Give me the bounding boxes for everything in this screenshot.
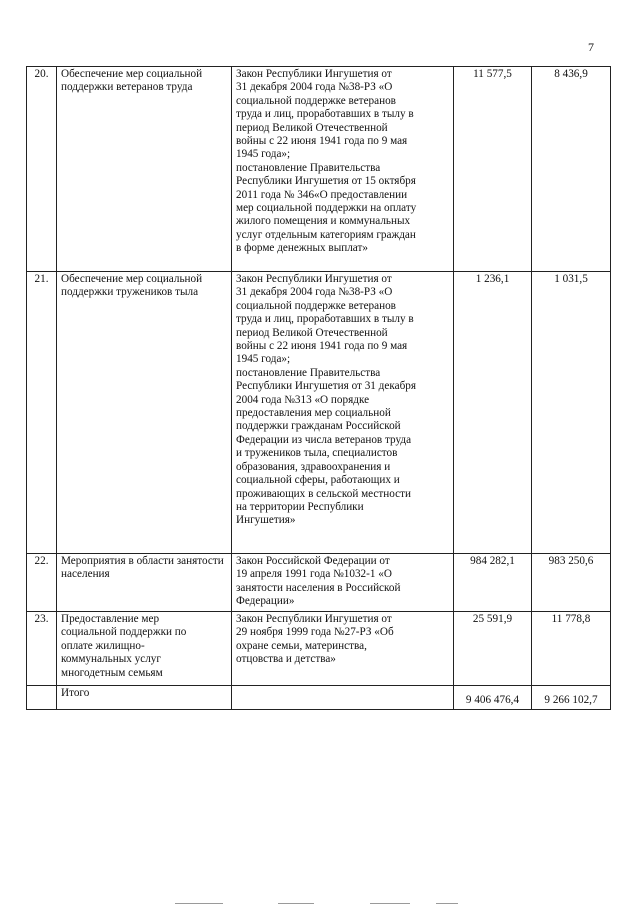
scan-artifact	[175, 903, 223, 904]
legal-basis-line: 31 декабря 2004 года №38-РЗ «О	[236, 81, 393, 94]
legal-basis-line: предоставления мер социальной	[236, 407, 391, 420]
row-number: 23.	[27, 612, 57, 686]
row-number-empty	[27, 686, 57, 710]
legal-basis-line: поддержки гражданам Российской	[236, 420, 401, 433]
total-label: Итого	[57, 686, 232, 710]
amount-column-1: 1 236,1	[454, 272, 532, 554]
legal-basis-empty	[232, 686, 454, 710]
legal-basis-line: 1945 года»;	[236, 353, 291, 366]
amount-column-1: 11 577,5	[454, 67, 532, 272]
scan-artifact	[436, 903, 458, 904]
legal-basis-line: занятости населения в Российской	[236, 581, 401, 594]
legal-basis-line: войны с 22 июня 1941 года по 9 мая	[236, 340, 408, 353]
legal-basis-line: жилого помещения и коммунальных	[236, 215, 411, 228]
legal-basis-line: постановление Правительства	[236, 161, 381, 174]
legal-basis-line: социальной сферы, работающих и	[236, 474, 400, 487]
description-line: коммунальных услуг	[61, 653, 161, 666]
legal-basis-line: Республики Ингушетия от 15 октября	[236, 175, 416, 188]
legal-basis-line: услуг отдельным категориям граждан	[236, 228, 416, 241]
table-row	[27, 554, 611, 612]
legal-basis	[232, 612, 454, 686]
row-number: 21.	[27, 272, 57, 554]
budget-table	[26, 66, 611, 710]
amount-column-1: 25 591,9	[454, 612, 532, 686]
legal-basis-line: социальной поддержке ветеранов	[236, 94, 396, 107]
legal-basis-line: постановление Правительства	[236, 366, 381, 379]
legal-basis-line: Закон Республики Ингушетия от	[236, 273, 392, 285]
legal-basis-line: 31 декабря 2004 года №38-РЗ «О	[236, 286, 393, 299]
legal-basis-line: Закон Российской Федерации от	[236, 555, 390, 567]
legal-basis-line: Ингушетия»	[236, 514, 296, 527]
legal-basis-line: и тружеников тыла, специалистов	[236, 447, 398, 460]
scan-artifact	[370, 903, 410, 904]
scan-artifact	[278, 903, 314, 904]
amount-column-2: 8 436,9	[532, 67, 611, 272]
page-number: 7	[588, 40, 594, 54]
legal-basis-line: в форме денежных выплат»	[236, 242, 368, 255]
description-line: социальной поддержки по	[61, 626, 187, 639]
measure-description: Обеспечение мер социальной поддержки тружеников тыла	[57, 272, 232, 554]
legal-basis-line: Закон Республики Ингушетия от	[236, 613, 392, 625]
row-number: 20.	[27, 67, 57, 272]
legal-basis	[232, 67, 454, 272]
legal-basis-line: 1945 года»;	[236, 148, 291, 161]
measure-description: Обеспечение мер социальной поддержки ветеранов труда	[57, 67, 232, 272]
legal-basis-line: Республики Ингушетия от 31 декабря	[236, 380, 417, 393]
legal-basis-line: войны с 22 июня 1941 года по 9 мая	[236, 135, 408, 148]
amount-column-2: 1 031,5	[532, 272, 611, 554]
legal-basis-line: 2004 года №313 «О порядке	[236, 393, 370, 406]
legal-basis-line: труда и лиц, проработавших в тылу в	[236, 313, 414, 326]
legal-basis-line: период Великой Отечественной	[236, 121, 388, 134]
legal-basis-line: период Великой Отечественной	[236, 326, 388, 339]
row-number: 22.	[27, 554, 57, 612]
legal-basis-line: мер социальной поддержки на оплату	[236, 202, 417, 215]
legal-basis-line: 2011 года № 346«О предоставлении	[236, 188, 408, 201]
description-line: многодетным семьям	[61, 666, 163, 679]
legal-basis-line: проживающих в сельской местности	[236, 487, 411, 500]
legal-basis-line: 19 апреля 1991 года №1032-1 «О	[236, 568, 392, 581]
legal-basis-line: отцовства и детства»	[236, 653, 336, 666]
legal-basis	[232, 554, 454, 612]
amount-column-2: 983 250,6	[532, 554, 611, 612]
measure-description	[57, 612, 232, 686]
measure-description: Мероприятия в области занятости населения	[57, 554, 232, 612]
legal-basis-line: 29 ноября 1999 года №27-РЗ «Об	[236, 626, 394, 639]
legal-basis-line: охране семьи, материнства,	[236, 639, 367, 652]
description-line: Предоставление мер	[61, 613, 160, 625]
legal-basis-line: труда и лиц, проработавших в тылу в	[236, 108, 414, 121]
legal-basis-line: на территории Республики	[236, 500, 364, 513]
legal-basis	[232, 272, 454, 554]
legal-basis-line: Федерации из числа ветеранов труда	[236, 433, 412, 446]
description-line: оплате жилищно-	[61, 639, 145, 652]
table-row	[27, 67, 611, 272]
total-row	[27, 686, 611, 710]
amount-column-1: 984 282,1	[454, 554, 532, 612]
total-amount-1: 9 406 476,4	[454, 686, 532, 710]
amount-column-2: 11 778,8	[532, 612, 611, 686]
table-row	[27, 612, 611, 686]
table-row	[27, 272, 611, 554]
total-amount-2: 9 266 102,7	[532, 686, 611, 710]
legal-basis-line: Закон Республики Ингушетия от	[236, 68, 392, 80]
legal-basis-line: Федерации»	[236, 595, 295, 608]
legal-basis-line: образования, здравоохранения и	[236, 460, 391, 473]
legal-basis-line: социальной поддержке ветеранов	[236, 299, 396, 312]
